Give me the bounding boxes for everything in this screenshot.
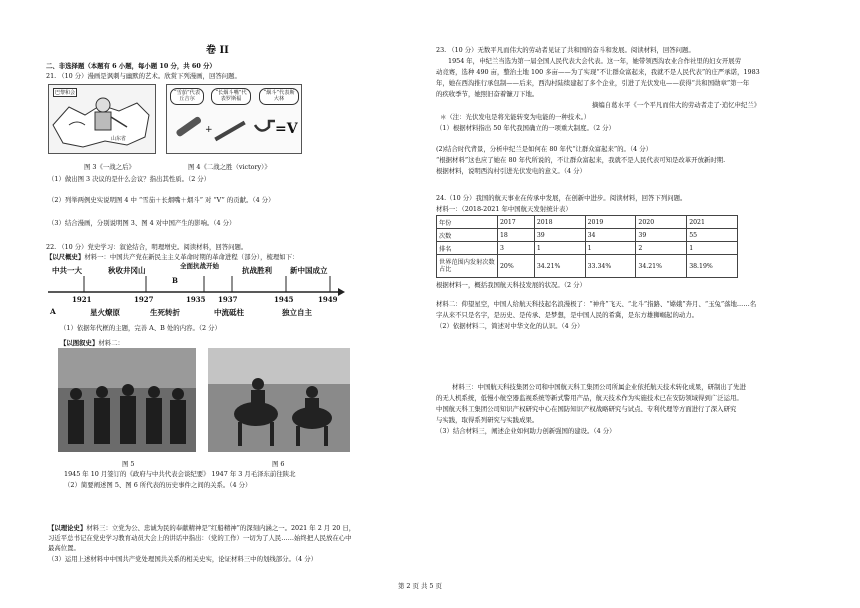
table-header-row [437,216,738,229]
figure-descriptions: 1945 年 10 月签订的《政府与中共代表会谈纪要》 1947 年 3 月毛泽东前往陕北 [64,470,296,478]
table-row [437,255,738,278]
q22-sub2: （2）简要阐述图 5、图 6 所代表的历史事件之间的关系。（4 分） [64,481,252,489]
q24-material2-line2: 字从来不只是名字，是历史、是传承、是梦想，是中国人民的希冀，是东方雄狮崛起的动力。 [436,311,699,319]
q22-sub1: （1）依据年代框的主题，完善 A、B 处的内容。（2 分） [60,324,221,332]
table-cell: 排名 [437,242,498,255]
table-cell: 18 [498,229,535,242]
q22-material2: 材料二： [98,339,124,347]
table-cell: 1 [534,242,585,255]
table-cell: 34.21% [636,255,687,278]
table-cell: 2 [636,242,687,255]
table-cell: 33.34% [585,255,636,278]
q23-sub2-line3: 根据材料，说明西沟村引进光伏发电的意义。（4 分） [436,167,586,175]
q23-sub2-line2: “根据材料”这也应了她在 80 年代所说的，不让群众富起来，我就不是人民代表可知是改革开放新时期. [436,156,726,164]
q23-material-line4: 的疾收季节，她照旧奋着镰刀下地。 [436,90,539,98]
figure-4-drawing [167,85,301,153]
timeline-top-3: 全面抗战开始 [180,262,219,270]
q24-table-caption: 材料一：（2018-2021 年中国航天发射统计表） [436,205,572,213]
timeline-year-1945: 1945 [274,295,294,304]
q22-material3-line2: 习近平总书记在党史学习教育动员大会上的讲话中指出：（党的工作）一切为了人民……始终把人民放在心中 [48,534,352,542]
timeline-top-1: 中共一大 [52,266,82,275]
q22-timeline [46,262,346,328]
q23-note: ＊（注：光伏发电是将光能转变为电能的一种技术。） [440,113,591,121]
q24-sub1: 根据材料一，概括我国航天科技发展的状况。（2 分） [436,281,586,289]
q23-material-line1: 1954 年，申纪兰当选为第一届全国人民代表大会代表。这一年，她带领西沟农业合作社里的妇女开展劳 [448,57,742,65]
section-instruction: 二、非选择题（本题有 6 小题，每小题 10 分，共 60 分） [46,62,216,70]
q23-stem: 23. （10 分）无数平凡而伟大的劳动者见证了共和国的奋斗和发展。阅读材料，回答问题。 [436,46,695,54]
fig4-bubble-holder: “长烟斗嘴”代表罗斯福 [211,88,251,105]
table-cell: 世界范围内发射次数占比 [437,255,498,278]
q22-tag-timeline: 【以尺概史】 [46,253,85,261]
q21-sub2: （2）列举两例史实说明图 4 中 “雪茄＋长烟嘴＋烟斗” 对 “V” 的贡献。（4 分） [48,196,275,204]
q23-sub1: （1）根据材料指出 50 年代我国确立的一项重大制度。（2 分） [436,124,615,132]
fig3-label-shandong: 山东省 [111,136,127,142]
q22-tag-pictures: 【以图叙史】 [60,339,99,347]
timeline-top-4: 抗战胜利 [242,266,272,275]
q23-material-line2: 动竞赛，选种 490 亩，整治土地 100 多亩——为了实现“不让群众富起来，我就不是人民代表”的庄严承诺，1983 [436,68,760,76]
q22-sub3: （3）运用上述材料中中国共产党处理国共关系的相关史实，论证材料三中的划线部分。（4 分） [48,555,317,563]
q24-material3-line2: 的无人机系统，低慢小航空器监视系统等新式警用产品，航天技术作为实施技术已在安防领域得到广泛运用。 [436,394,743,402]
fig4-caption: 图 4《二战之胜（victory）》 [188,163,271,171]
fig4-plus-sign: + [205,125,213,135]
table-cell: 年份 [437,216,498,229]
table-row [437,229,738,242]
q24-sub3: （3）结合材料三，阐述企业如何助力创新强国的建设。（4 分） [436,427,616,435]
q21-stem: 21. （10 分）漫画是讽刺与幽默的艺术。欣赏下列漫画，回答问题。 [46,72,241,80]
page-footer: 第 2 页 共 5 页 [398,582,442,590]
timeline-year-1927: 1927 [134,295,154,304]
timeline-top-2: 秋收井冈山 [108,266,146,275]
figure-5-figures [58,348,196,452]
q24-material3-line1: 材料三：中国航天科技集团公司和中国航天科工集团公司所属企业依托航天技术转化成果，研制出了先进 [452,383,746,391]
figure-5-photo [58,348,196,452]
fig4-bubble-cigar: “雪茄”代表丘吉尔 [170,88,204,105]
table-cell: 2019 [585,216,636,229]
table-row [437,242,738,255]
q22-tag-theory: 【以理论史】 [48,524,87,532]
table-cell: 3 [498,242,535,255]
fig3-label-paris: 巴黎和会 [55,90,76,96]
table-cell: 2018 [534,216,585,229]
q24-stem: 24.（10 分）我国的航天事业在传承中发展，在创新中进步。阅读材料，回答下列问题。 [436,194,687,202]
q22-material1: 材料一：中国共产党在新民主主义革命时期的革命进程（部分），梳理如下： [84,253,299,261]
figure-6-figures [208,348,350,452]
q23-source: 摘编自葛水平《一个平凡而伟大的劳动者走了·追忆申纪兰》 [592,101,761,109]
timeline-top-5: 新中国成立 [290,266,328,275]
q22-material3-line3: 最高位置。 [48,544,80,552]
q21-sub1: （1）做出图 3 决议的是什么会议？指出其性质。（2 分） [48,175,211,183]
table-cell: 2017 [498,216,535,229]
q24-sub2: （2）依据材料二，简述对中华文化的认识。（4 分） [436,322,584,330]
table-cell: 2020 [636,216,687,229]
table-cell: 39 [636,229,687,242]
q21-sub3: （3）结合漫画，分别说明图 3、图 4 对中国产生的影响。（4 分） [48,219,236,227]
q24-material3-line3: 中国航天科工集团公司知识产权研究中心在国防知识产权战略研究与试点、专利代理等方面进行了深入研究 [436,405,737,413]
timeline-bottom-a: A [50,307,56,316]
table-cell: 2021 [687,216,738,229]
q23-material-line3: 年，她在西沟推行承包制——后来，西沟村陆续建起了多个企业，引进了光伏发电——获得“共和国勋章”第一年 [436,79,750,87]
fig5-caption: 图 5 [122,460,135,468]
table-cell: 38.19% [687,255,738,278]
timeline-bottom-2: 生死转折 [150,308,180,317]
table-cell: 1 [585,242,636,255]
fig6-caption: 图 6 [272,460,285,468]
fig4-bubble-pipe: “烟斗”代表斯大林 [259,88,299,105]
timeline-bottom-1: 星火燎原 [90,308,120,317]
section-title: 卷 II [206,45,229,56]
figure-6-photo [208,348,350,452]
timeline-bottom-4: 独立自主 [282,308,312,317]
figure-4-cartoon [166,84,302,154]
launch-statistics-table [436,215,738,278]
timeline-year-1921: 1921 [72,295,92,304]
q22-stem: 22. （10 分）党史学习：叙论结合，明理增史。阅读材料，回答问题。 [46,243,248,251]
timeline-bottom-3: 中流砥柱 [214,308,244,317]
table-cell: 1 [687,242,738,255]
q22-material3-line1: 材料三：立党为公、忠诚为民的奉献精神是“红船精神”的深刻内涵之一。2021 年 2 月 20 日， [86,524,356,532]
table-cell: 34.21% [534,255,585,278]
table-cell: 20% [498,255,535,278]
figure-3-cartoon [48,84,156,154]
timeline-year-1949: 1949 [318,295,338,304]
fig4-victory-symbol: =V [275,121,298,137]
q24-material2-line1: 材料二：仰望星空，中国人给航天科技起名浪漫极了：“神舟”飞天、“北斗”指路、“嫦娥”奔月、“玉兔”落地……名 [436,300,757,308]
table-cell: 55 [687,229,738,242]
q23-sub2-line1: (2)结合时代背景，分析申纪兰是如何在 80 年代“让群众富起来”的。（4 分） [436,145,653,153]
table-cell: 次数 [437,229,498,242]
table-cell: 34 [585,229,636,242]
q24-material3-line4: 与实践，取得系列研究与实践成果。 [436,416,539,424]
timeline-top-b: B [172,276,178,285]
fig3-caption: 图 3《一战之后》 [84,163,135,171]
timeline-year-1937: 1937 [218,295,238,304]
table-cell: 39 [534,229,585,242]
timeline-year-1935: 1935 [186,295,206,304]
